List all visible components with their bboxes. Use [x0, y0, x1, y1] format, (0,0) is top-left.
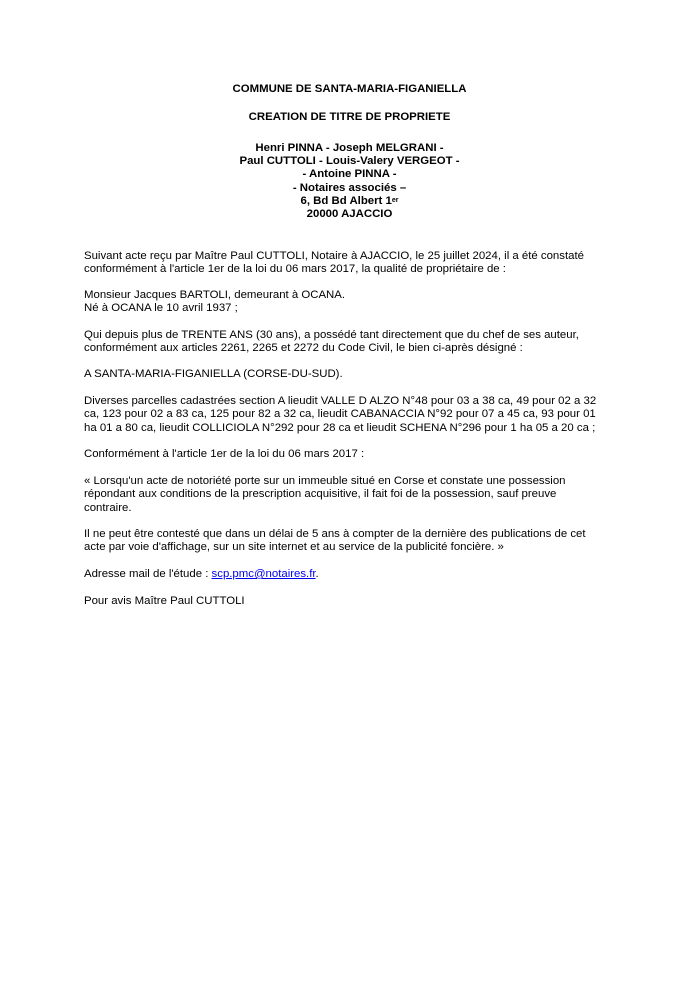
- text-line: A SANTA-MARIA-FIGANIELLA (CORSE-DU-SUD).: [84, 368, 343, 380]
- paragraph-act: [84, 250, 644, 277]
- paragraph-law-reference: [84, 448, 644, 461]
- paragraph-possession: [84, 329, 644, 356]
- email-label: Adresse mail de l'étude :: [84, 568, 212, 580]
- paragraph-parcels: [84, 395, 644, 435]
- text-line: Monsieur Jacques BARTOLI, demeurant à OCANA.: [84, 289, 346, 301]
- notaries-address-street: [0, 195, 699, 208]
- paragraph-owner: [84, 289, 644, 316]
- notaries-line: - Notaires associés –: [292, 181, 407, 194]
- text-line: conformément à l'article 1er de la loi du 06 mars 2017, la qualité de propriétaire de :: [84, 263, 506, 276]
- street-text: 6, Bd Bd Albert 1: [300, 194, 392, 207]
- text-line: contraire.: [84, 501, 132, 514]
- paragraph-signature: [84, 595, 644, 608]
- text-line: répondant aux conditions de la prescription acquisitive, il fait foi de la possession, sauf preuve: [84, 488, 557, 501]
- text-line: ha 01 a 80 ca, lieudit COLLICIOLA N°292 pour 28 ca et lieudit SCHENA N°296 pour 1 ha 05 a 20 ca ;: [84, 421, 596, 434]
- notaries-line: Henri PINNA - Joseph MELGRANI -: [255, 142, 444, 154]
- text-line: Diverses parcelles cadastrées section A lieudit VALLE D ALZO N°48 pour 03 a 38 ca, 49 pour 02 a 32: [84, 395, 597, 407]
- text-line: Suivant acte reçu par Maître Paul CUTTOLI, Notaire à AJACCIO, le 25 juillet 2024, il a été constaté: [84, 250, 584, 262]
- paragraph-email: [84, 568, 644, 581]
- paragraph-contest-delay: [84, 528, 644, 555]
- text-line: « Lorsqu'un acte de notoriété porte sur un immeuble situé en Corse et constate une possession: [84, 475, 566, 487]
- notaries-line: - Antoine PINNA -: [302, 168, 397, 181]
- document-title: CREATION DE TITRE DE PROPRIETE: [248, 111, 451, 123]
- notaries-line: Paul CUTTOLI - Louis-Valery VERGEOT -: [239, 155, 460, 168]
- commune-heading: COMMUNE DE SANTA-MARIA-FIGANIELLA: [232, 83, 467, 95]
- paragraph-location: [84, 368, 644, 381]
- text-line: conformément aux articles 2261, 2265 et 2272 du Code Civil, le bien ci-après désigné :: [84, 342, 523, 355]
- notaries-block: [0, 142, 699, 221]
- text-line: ca, 123 pour 02 a 83 ca, 125 pour 82 a 32 ca, lieudit CABANACCIA N°92 pour 07 a 45 ca, 93 pour 01: [84, 408, 596, 421]
- text-line: Pour avis Maître Paul CUTTOLI: [84, 595, 245, 607]
- text-line: [84, 568, 644, 581]
- text-line: acte par voie d'affichage, sur un site internet et au service de la publicité foncière. »: [84, 541, 504, 554]
- ordinal-superscript: er: [391, 196, 399, 204]
- text-line: Qui depuis plus de TRENTE ANS (30 ans), a possédé tant directement que du chef de ses auteur,: [84, 329, 579, 341]
- email-link[interactable]: scp.pmc@notaires.fr: [211, 568, 316, 580]
- notaries-address-city: 20000 AJACCIO: [306, 208, 393, 221]
- text-line: Conformément à l'article 1er de la loi du 06 mars 2017 :: [84, 448, 365, 460]
- text-line: Né à OCANA le 10 avril 1937 ;: [84, 302, 238, 315]
- paragraph-law-quote: [84, 475, 644, 515]
- text-line: Il ne peut être contesté que dans un délai de 5 ans à compter de la dernière des publications de cet: [84, 528, 586, 540]
- email-suffix: .: [315, 568, 319, 580]
